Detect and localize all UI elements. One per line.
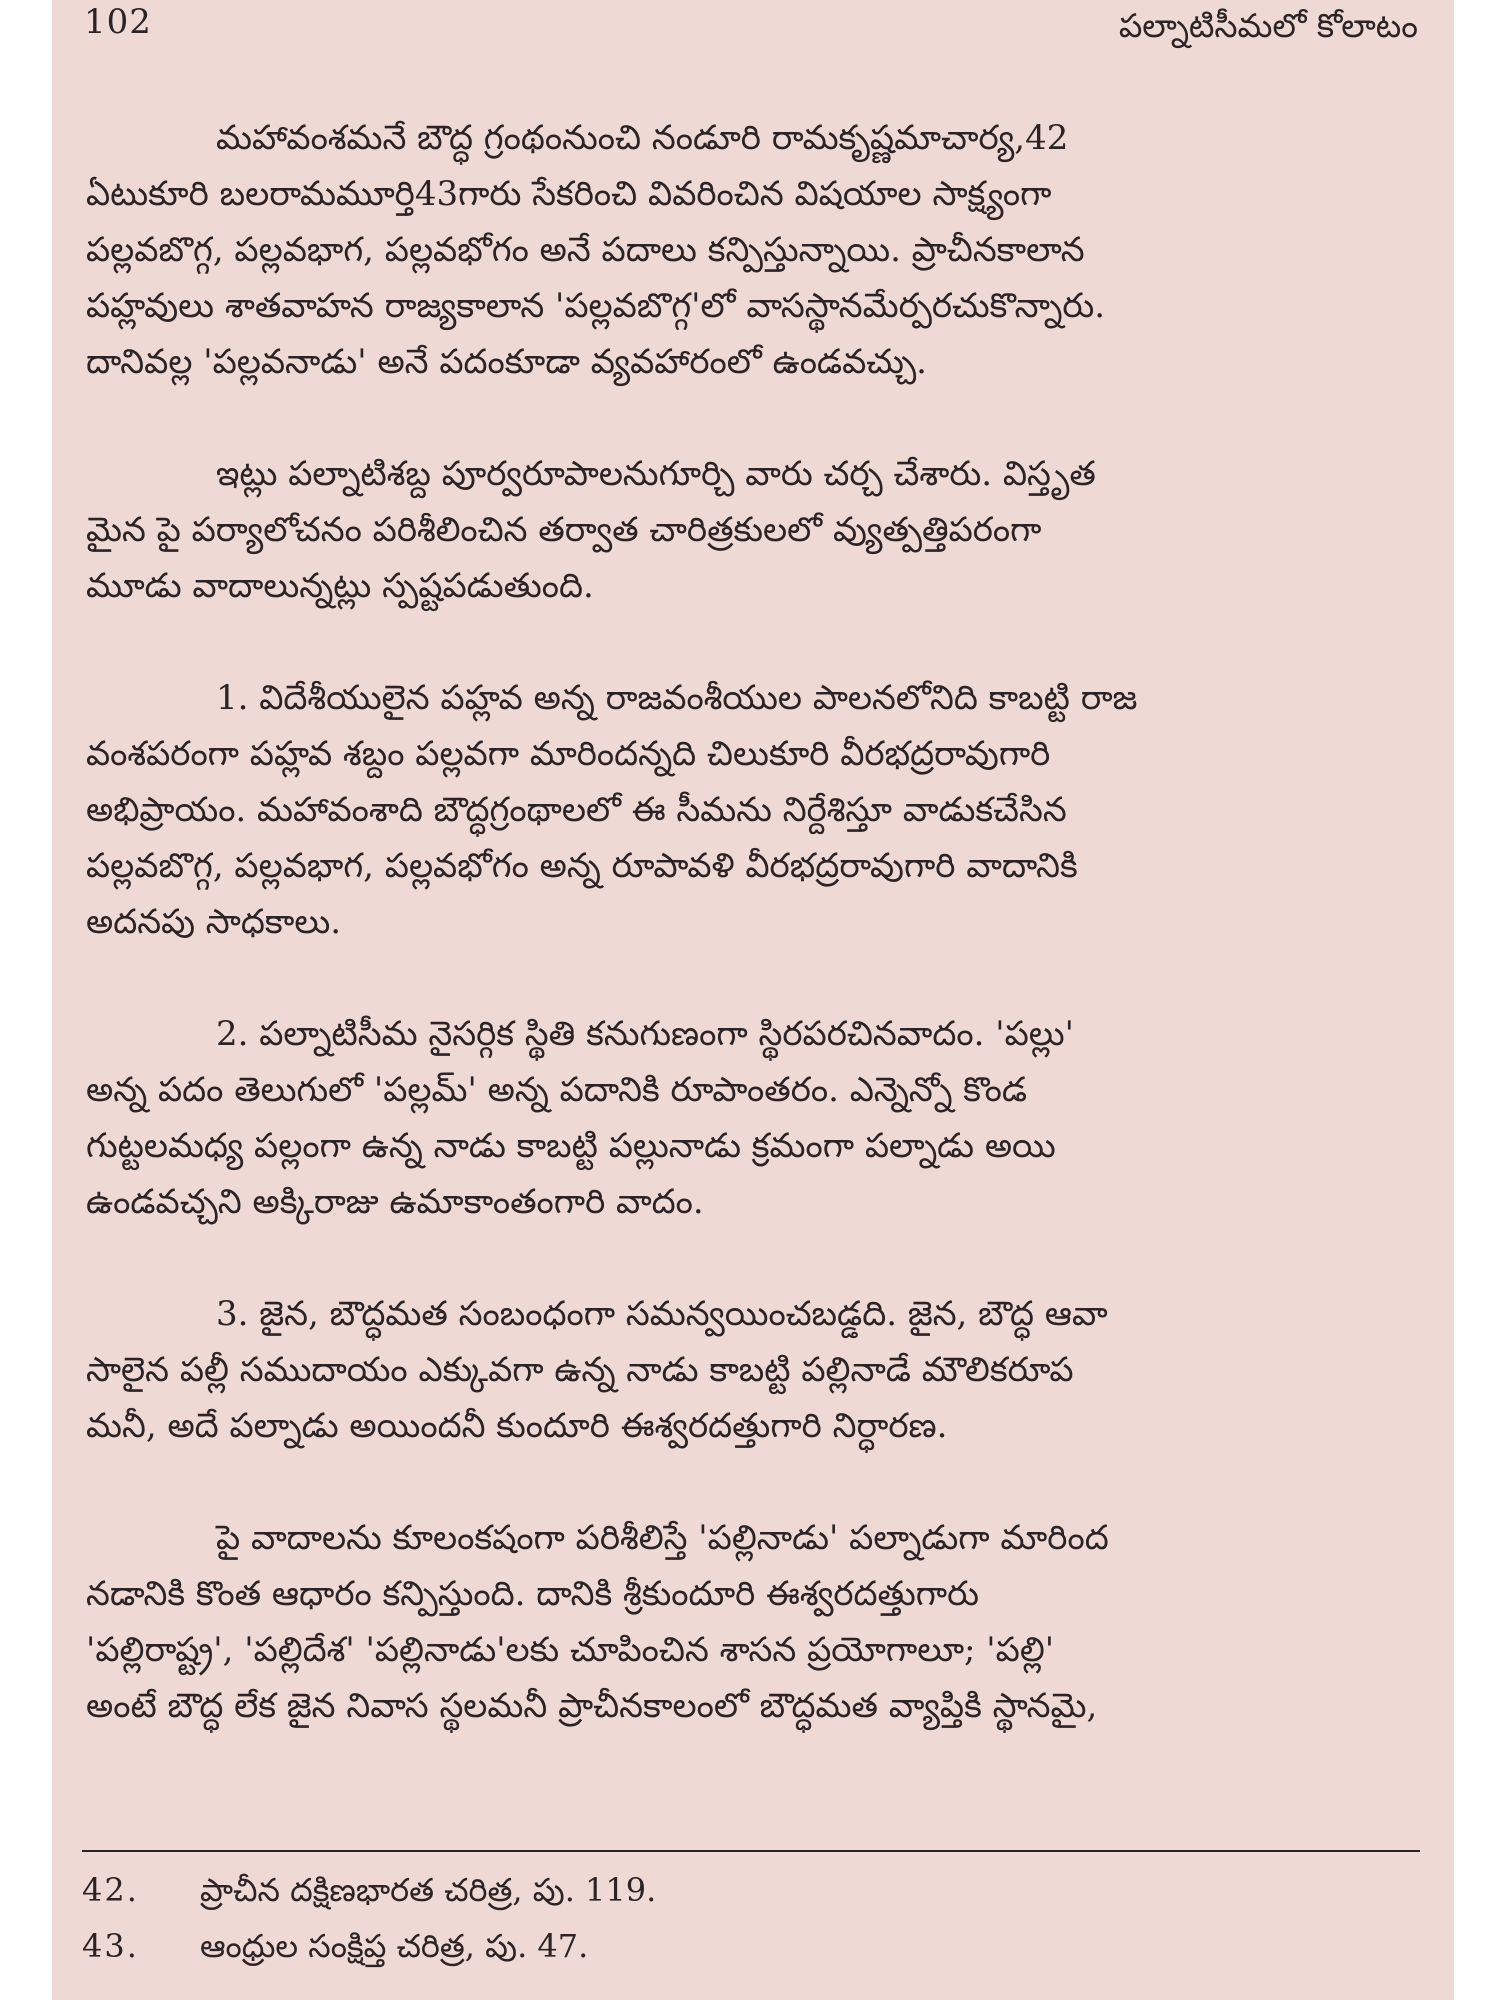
text-line: ఉండవచ్చని అక్కిరాజు ఉమాకాంతంగారి వాదం.	[86, 1182, 704, 1222]
footnotes	[82, 1862, 1420, 1974]
text-line: దానివల్ల 'పల్లవనాడు' అనే పదంకూడా వ్యవహారంలో ఉండవచ్చు.	[86, 342, 927, 382]
text-line: 2. పల్నాటిసీమ నైసర్గిక స్థితి కనుగుణంగా స్థిరపరచినవాదం. 'పల్లు'	[216, 1014, 1074, 1054]
body-text	[86, 110, 1418, 1734]
text-line: నడానికి కొంత ఆధారం కన్పిస్తుంది. దానికి శ్రీకుందూరి ఈశ్వరదత్తుగారు	[86, 1574, 980, 1614]
footnote-text: ప్రాచీన దక్షిణభారత చరిత్ర, పు. 119.	[200, 1871, 657, 1909]
paragraph	[86, 1006, 1418, 1230]
paragraph	[86, 1286, 1418, 1454]
text-line: గుట్టలమధ్య పల్లంగా ఉన్న నాడు కాబట్టి పల్లునాడు క్రమంగా పల్నాడు అయి	[86, 1126, 1056, 1166]
text-line: ఏటుకూరి బలరామమూర్తి43గారు సేకరించి వివరించిన విషయాల సాక్ష్యంగా	[86, 174, 1052, 214]
book-page	[52, 0, 1454, 2000]
paragraph	[86, 110, 1418, 390]
text-line: సాలైన పల్లీ సముదాయం ఎక్కువగా ఉన్న నాడు కాబట్టి పల్లినాడే మౌలికరూప	[86, 1350, 1074, 1390]
text-line: పల్లవబొగ్గ, పల్లవభాగ, పల్లవభోగం అన్న రూపావళి వీరభద్రరావుగారి వాదానికి	[86, 846, 1078, 886]
text-line: మనీ, అదే పల్నాడు అయిందనీ కుందూరి ఈశ్వరదత్తుగారి నిర్ధారణ.	[86, 1406, 948, 1446]
text-line: మైన పై పర్యాలోచనం పరిశీలించిన తర్వాత చారిత్రకులలో వ్యుత్పత్తిపరంగా	[86, 510, 1042, 550]
paragraph	[86, 670, 1418, 950]
text-line: పై వాదాలను కూలంకషంగా పరిశీలిస్తే 'పల్లినాడు' పల్నాడుగా మారింద	[216, 1518, 1109, 1558]
text-line: అదనపు సాధకాలు.	[86, 902, 342, 942]
text-line: వంశపరంగా పహ్లవ శబ్దం పల్లవగా మారిందన్నది చిలుకూరి వీరభద్రరావుగారి	[86, 734, 1051, 774]
text-line: 1. విదేశీయులైన పహ్లవ అన్న రాజవంశీయుల పాలనలోనిది కాబట్టి రాజ	[216, 678, 1138, 718]
footnote-divider	[82, 1850, 1420, 1852]
running-title: పల్నాటిసీమలో కోలాటం	[1118, 6, 1418, 45]
footnote	[82, 1862, 1420, 1918]
text-line: మహావంశమనే బౌద్ధ గ్రంథంనుంచి నండూరి రామకృష్ణమాచార్య,42	[216, 118, 1069, 158]
page-number: 102	[84, 2, 152, 42]
text-line: ఇట్లు పల్నాటిశబ్ద పూర్వరూపాలనుగూర్చి వారు చర్చ చేశారు. విస్తృత	[216, 454, 1096, 494]
text-line: 'పల్లిరాష్ట్ర', 'పల్లిదేశ' 'పల్లినాడు'లకు చూపించిన శాసన ప్రయోగాలూ; 'పల్లి'	[86, 1630, 1055, 1670]
paragraph	[86, 1510, 1418, 1734]
footnote-text: ఆంధ్రుల సంక్షిప్త చరిత్ర, పు. 47.	[200, 1927, 589, 1965]
text-line: పహ్లవులు శాతవాహన రాజ్యకాలాన 'పల్లవబొగ్గ'లో వాసస్థానమేర్పరచుకొన్నారు.	[86, 286, 1106, 326]
text-line: మూడు వాదాలున్నట్లు స్పష్టపడుతుంది.	[86, 566, 594, 606]
text-line: 3. జైన, బౌద్ధమత సంబంధంగా సమన్వయించబడ్డది. జైన, బౌద్ధ ఆవా	[216, 1294, 1108, 1334]
text-line: పల్లవబొగ్గ, పల్లవభాగ, పల్లవభోగం అనే పదాలు కన్పిస్తున్నాయి. ప్రాచీనకాలాన	[86, 230, 1085, 270]
paragraph	[86, 446, 1418, 614]
footnote	[82, 1918, 1420, 1974]
text-line: అంటే బౌద్ధ లేక జైన నివాస స్థలమనీ ప్రాచీనకాలంలో బౌద్ధమత వ్యాప్తికి స్థానమై,	[86, 1686, 1098, 1726]
text-line: అభిప్రాయం. మహావంశాది బౌద్ధగ్రంథాలలో ఈ సీమను నిర్దేశిస్తూ వాడుకచేసిన	[86, 790, 1067, 830]
text-line: అన్న పదం తెలుగులో 'పల్లమ్' అన్న పదానికి రూపాంతరం. ఎన్నెన్నో కొండ	[86, 1070, 1028, 1110]
footnote-number: 43.	[82, 1927, 139, 1965]
footnote-number: 42.	[82, 1871, 139, 1909]
